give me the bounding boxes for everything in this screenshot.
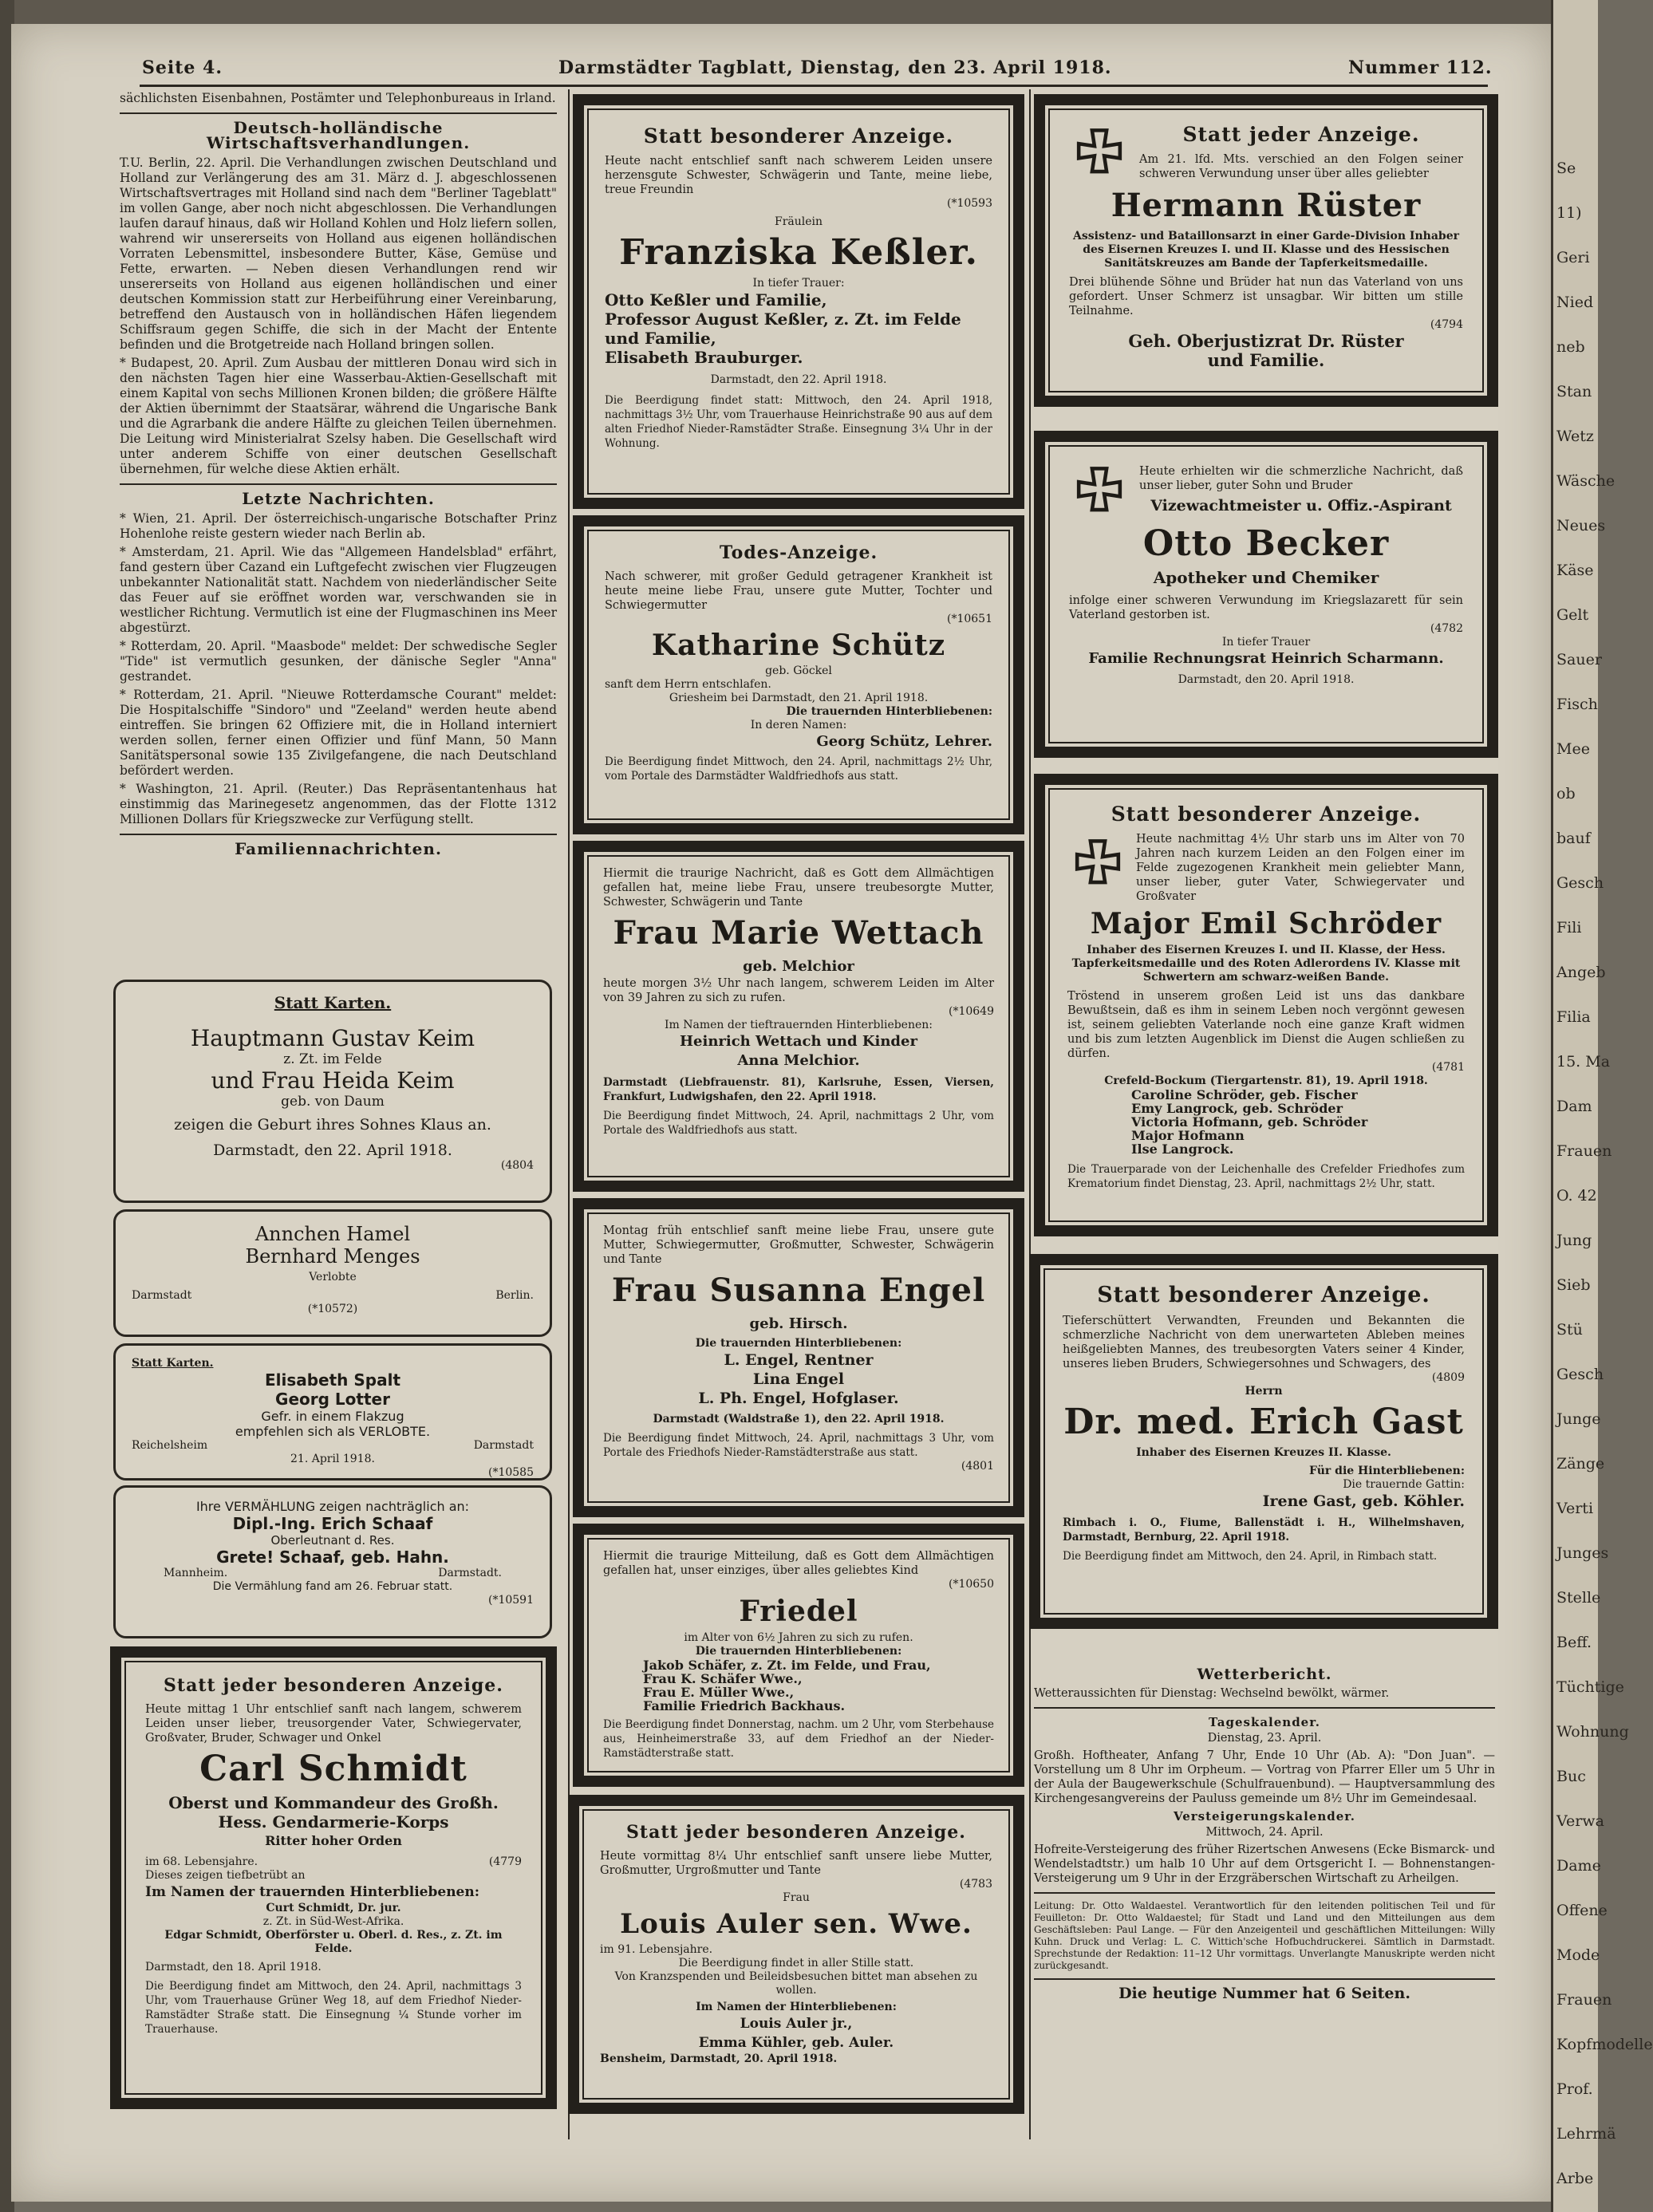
adjacent-page-fragment: Verti [1556,1500,1594,1517]
ad-code: (*10651 [947,613,992,625]
adjacent-page-fragment: Arbe [1556,2170,1594,2187]
adjacent-page-fragment: Filia [1556,1008,1591,1026]
notice-text: im 68. Lebensjahre. [145,1855,258,1868]
notice-name: Dipl.-Ing. Erich Schaaf [232,1514,433,1533]
adjacent-page-strip [1551,0,1653,2212]
notice-subtitle: Die trauernden Hinterbliebenen: [695,1337,902,1350]
imprint: Leitung: Dr. Otto Waldaestel. Verantwortlich für den leitenden politischen Teil und für Feuilleton: Dr. Otto Waldaestel; für Stadt und Land und den Mitteilungen aus dem Geschäftsleben: Paul Lange. — Für den Anzeigenteil und geschäftlichen Mitteilungen: Willy Kuhn. Druck und Verlag: L. C. Wittich'sche Hofbuchdruckerei. Sämtlich in Darmstadt. Sprechstunde der Redaktion: 11–12 Uhr vormittags. Unverlangte Manuskripte werden nicht zurückgesandt. [1034,1900,1495,1971]
adjacent-page-fragment: Neues [1556,517,1606,534]
ad-code: (4804 [500,1159,534,1172]
notice-text: Drei blühende Söhne und Brüder hat nun das Vaterland von uns gefordert. Unser Schmerz ist unsagbar. Wir bitten um stille Teilnahme. [1069,276,1463,317]
news-column [120,91,557,862]
notice-subtitle: Im Namen der trauernden Hinterbliebenen: [145,1884,480,1900]
place-right: Darmstadt. [438,1567,502,1579]
notice-date: Darmstadt (Waldstraße 1), den 22. April 1918. [653,1413,945,1425]
adjacent-page-fragment: Junge [1556,1410,1601,1428]
obituary-otto-becker [1034,431,1498,758]
adjacent-page-fragment: Lehrmä [1556,2125,1616,2143]
notice-text: geb. von Daum [281,1094,385,1110]
news-item: * Amsterdam, 21. April. Wie das "Allgemeen Handelsblad" erfährt, fand gestern über Cazand ein Luftgefecht zwischen vier Flugzeugen unbekannter Nationalität statt. Nachdem von niederländischer Seite das Feuer auf sie eröffnet worden war, verschwanden sie in westlicher Richtung. Vermutlich ist eine der Flugmaschinen ins Meer abgestürzt. [120,545,557,635]
notice-subtitle: Für die Hinterbliebenen: [1309,1465,1465,1477]
notice-text: Herrn [1245,1385,1283,1398]
ad-code: (4794 [1430,318,1463,331]
obituary-erich-gast [1029,1254,1498,1629]
mourner-name: Ilse Langrock. [1131,1141,1234,1157]
notice-name: Bernhard Menges [245,1245,420,1268]
mourner-name: L. Ph. Engel, Hofglaser. [698,1390,899,1407]
notice-name: Hauptmann Gustav Keim [190,1025,475,1051]
ad-code: (*10593 [947,197,992,210]
notice-text: geb. Göckel [765,664,832,677]
obituary-louis-auler [568,1795,1024,2114]
deceased-name: Friedel [739,1595,858,1628]
obituary-friedel [573,1524,1024,1787]
adjacent-page-fragment: neb [1556,338,1585,356]
mourner-name: Georg Schütz, Lehrer. [816,733,992,750]
section-heading: Letzte Nachrichten. [242,489,435,508]
adjacent-page-fragment: Gesch [1556,1366,1604,1383]
notice-date: Darmstadt (Liebfrauenstr. 81), Karlsruhe, Essen, Viersen, Frankfurt, Ludwigshafen, den 22. April 1918. [603,1076,994,1103]
adjacent-page-fragment: Buc [1556,1768,1586,1785]
deceased-name: Carl Schmidt [199,1749,467,1789]
notice-text: Fräulein [774,215,823,228]
deceased-name: Louis Auler sen. Wwe. [620,1908,972,1940]
place-right: Berlin. [495,1289,534,1302]
marriage-announcement [113,1485,552,1638]
notice-date: Bensheim, Darmstadt, 20. April 1918. [600,2052,838,2065]
obituary-susanna-engel [573,1198,1024,1517]
ad-code: (*10585 [488,1466,534,1479]
deceased-name: Katharine Schütz [651,629,946,662]
divider [120,483,557,485]
notice-text: infolge einer schweren Verwundung im Kriegslazarett für sein Vaterland gestorben ist. [1069,594,1463,621]
notice-date: Darmstadt, den 22. April 1918. [710,373,887,386]
obituary-marie-wettach [573,841,1024,1192]
mourner-name: Jakob Schäfer, z. Zt. im Felde, und Frau, [643,1658,931,1673]
notice-subtitle: Apotheker und Chemiker [1153,568,1379,587]
section-heading: Familiennachrichten. [235,839,442,858]
adjacent-page-fragment: Wetz [1556,428,1594,445]
notice-date: Darmstadt, den 22. April 1918. [213,1141,452,1159]
mourner-name: z. Zt. in Süd-West-Afrika. [262,1915,404,1928]
calendar-date: Mittwoch, 24. April. [1205,1826,1324,1839]
adjacent-page-fragment: Beff. [1556,1634,1592,1651]
place-left: Darmstadt [132,1289,192,1302]
adjacent-page-fragment: Frauen [1556,1142,1612,1160]
adjacent-page-fragment: 11) [1556,204,1582,222]
mourner-name: L. Engel, Rentner [724,1351,874,1369]
adjacent-page-fragment: Junges [1556,1544,1609,1562]
notice-date: Crefeld-Bockum (Tiergartenstr. 81), 19. April 1918. [1104,1074,1428,1087]
notice-text: Die Beerdigung findet Mittwoch, 24. April, nachmittags 3 Uhr, vom Portale des Friedhofs Nieder-Ramstädterstraße aus statt. [603,1432,994,1459]
adjacent-page-fragment: Stelle [1556,1589,1601,1607]
place-left: Reichelsheim [132,1439,208,1452]
section-heading: Wetterbericht. [1197,1666,1332,1683]
adjacent-page-fragment: Angeb [1556,964,1606,981]
notice-text: Ihre VERMÄHLUNG zeigen nachträglich an: [195,1499,470,1514]
ad-code: (*10650 [949,1578,994,1591]
notice-subtitle: Vizewachtmeister u. Offiz.-Aspirant [1150,497,1452,515]
birth-announcement [113,980,552,1203]
deceased-name: Franziska Keßler. [619,232,978,273]
notice-title: Todes-Anzeige. [719,542,878,563]
adjacent-page-fragment: Offene [1556,1902,1608,1919]
notice-text: Frau [783,1891,810,1904]
notice-text: Heute mittag 1 Uhr entschlief sanft nach langem, schwerem Leiden unser lieber, treusorgender Vater, Schwiegervater, Großvater, Bruder, Schwager und Onkel [145,1703,522,1745]
deceased-name: Dr. med. Erich Gast [1063,1402,1464,1442]
mourner-name: Elisabeth Brauburger. [605,348,803,367]
notice-text: Heute nacht entschlief sanft nach schwerem Leiden unsere herzensgute Schwester, Schwägerin und Tante, meine liebe, treue Freundin [605,155,992,196]
obituary-katharine-schuetz [573,515,1024,834]
deceased-name: Otto Becker [1142,523,1390,564]
adjacent-page-fragment: Prof. [1556,2080,1593,2098]
mourner-name: Geh. Oberjustizrat Dr. Rüster [1128,331,1404,351]
section-heading: Tageskalender. [1209,1715,1320,1729]
notice-date: Griesheim bei Darmstadt, den 21. April 1918. [669,692,929,704]
notice-subtitle: Im Namen der Hinterbliebenen: [696,2001,897,2013]
mourner-name: Professor August Keßler, z. Zt. im Felde [605,310,961,329]
place-left: Mannheim. [164,1567,228,1579]
adjacent-page-fragment: Frauen [1556,1991,1612,2009]
weather-and-calendar [1034,1661,1495,2004]
notice-text: Die Vermählung fand am 26. Februar statt. [212,1580,453,1593]
mourner-name: Frau E. Müller Wwe., [643,1685,795,1700]
notice-title: Statt jeder besonderen Anzeige. [164,1675,503,1696]
notice-subtitle: geb. Melchior [743,958,854,975]
obituary-carl-schmidt [110,1646,557,2109]
notice-subtitle: Die trauernden Hinterbliebenen: [695,1645,902,1658]
column-divider [1029,89,1031,2139]
adjacent-page-fragment: Kopfmodelle [1556,2036,1653,2053]
mourner-name: Heinrich Wettach und Kinder [680,1033,917,1050]
adjacent-page-fragment: 15. Ma [1556,1053,1611,1071]
notice-text: z. Zt. im Felde [283,1051,382,1067]
issue-page-count: Die heutige Nummer hat 6 Seiten. [1118,1985,1410,2002]
ad-code: (*10649 [949,1005,994,1018]
mourner-name: und Familie. [1207,350,1325,370]
notice-text: sanft dem Herrn entschlafen. [605,678,771,691]
notice-date: 21. April 1918. [290,1453,375,1465]
notice-subtitle: Ritter hoher Orden [265,1833,402,1848]
mourner-name: Familie Friedrich Backhaus. [643,1698,846,1713]
calendar-entries: Hofreite-Versteigerung des früher Rizertschen Anwesens (Ecke Bismarck- und Wendelstadtstr.) um halb 10 Uhr auf dem Ortsgericht I. — Bohnenstangen-Versteigerung um 9 Uhr in der Erzgräberschen Wirtschaft zu Arheilgen. [1034,1843,1495,1885]
calendar-date: Dienstag, 23. April. [1207,1732,1322,1745]
divider [120,834,557,835]
adjacent-page-fragment: Wäsche [1556,472,1616,490]
notice-text: Tieferschüttert Verwandten, Freunden und Bekannten die schmerzliche Nachricht von dem unerwarteten Ableben meines heißgeliebten Mannes, des treubesorgten Vaters seiner 4 Kinder, unseres lieben Bruders, Schwiegersohnes und Schwagers, des [1063,1315,1465,1370]
adjacent-page-fragment: Dame [1556,1857,1601,1875]
deceased-name: Frau Marie Wettach [613,914,984,952]
ad-code: (4779 [488,1855,522,1868]
ad-code: (4782 [1430,622,1463,635]
adjacent-page-fragment: Jung [1556,1232,1592,1249]
adjacent-page-fragment: Se [1556,160,1576,177]
adjacent-page-fragment: Tüchtige [1556,1678,1624,1696]
article-heading: Deutsch-holländische Wirtschaftsverhandlungen. [206,118,471,152]
notice-text: heute morgen 3½ Uhr nach langem, schwerem Leiden im Alter von 39 Jahren zu sich zu rufen. [603,977,994,1004]
notice-text: zeigen die Geburt ihres Sohnes Klaus an. [174,1116,491,1134]
mourner-name: Lina Engel [752,1370,845,1388]
notice-text: Verlobte [309,1271,357,1283]
news-item: * Wien, 21. April. Der österreichisch-ungarische Botschafter Prinz Hohenlohe reiste gestern wieder nach Berlin ab. [120,511,557,541]
notice-title: Statt besonderer Anzeige. [1097,1283,1430,1307]
mourner-name: Familie Rechnungsrat Heinrich Scharmann. [1088,650,1444,667]
section-heading: Versteigerungskalender. [1173,1809,1356,1824]
notice-text: Heute erhielten wir die schmerzliche Nachricht, daß unser lieber, guter Sohn und Bruder [1139,465,1463,492]
mourner-name: Curt Schmidt, Dr. jur. [266,1902,401,1914]
mourner-name: Frau K. Schäfer Wwe., [643,1671,803,1686]
divider [120,112,557,114]
obituary-emil-schroeder [1034,774,1498,1236]
notice-text: Die Beerdigung findet Mittwoch, den 24. April, nachmittags 2½ Uhr, vom Portale des Darmstädter Waldfriedhofs aus statt. [605,755,992,783]
mourner-name: Victoria Hofmann, geb. Schröder [1131,1114,1368,1130]
notice-text: Am 21. lfd. Mts. verschied an den Folgen seiner schweren Verwundung unser über alles geliebter [1139,153,1463,180]
adjacent-page-fragment: Verwa [1556,1812,1604,1830]
notice-text: empfehlen sich als VERLOBTE. [235,1424,431,1439]
notice-text: im 91. Lebensjahre. [600,1943,713,1956]
adjacent-page-fragment: bauf [1556,830,1591,847]
engagement-announcement [113,1343,552,1481]
weather-forecast: Wetteraussichten für Dienstag: Wechselnd bewölkt, wärmer. [1034,1687,1390,1700]
notice-title: Statt Karten. [132,1357,214,1370]
notice-name: Georg Lotter [275,1390,390,1409]
notice-text: Gefr. in einem Flakzug [261,1409,404,1424]
notice-subtitle: Oberst und Kommandeur des Großh. Hess. Gendarmerie-Korps [168,1793,499,1832]
notice-subtitle: Inhaber des Eisernen Kreuzes I. und II. Klasse, der Hess. Tapferkeitsmedaille und des Roten Adlerordens IV. Klasse mit Schwertern am schwarz-weißen Bande. [1071,944,1461,984]
notice-date: Darmstadt, den 20. April 1918. [1178,673,1355,686]
ad-code: (4783 [959,1878,992,1891]
adjacent-page-fragment: Nied [1556,294,1594,311]
notice-subtitle: Die trauernden Hinterbliebenen: [786,705,992,718]
mourner-name: Otto Keßler und Familie, [605,290,827,310]
calendar-entries: Großh. Hoftheater, Anfang 7 Uhr, Ende 10 Uhr (Ab. A): "Don Juan". — Vorstellung um 8 Uhr im Orpheum. — Vortrag von Pfarrer Eller um 5 Uhr in der Aula der Baugewerkschule (Schulfrauenbund). — Hauptversammlung des Kirchengesangvereins der Pauluss gemeinde um 8½ Uhr im Gemeindesaal. [1034,1749,1495,1805]
masthead-date: Darmstädter Tagblatt, Dienstag, den 23. April 1918. [558,57,1112,78]
mourner-name: und Familie, [605,329,716,348]
news-item: * Washington, 21. April. (Reuter.) Das Repräsentantenhaus hat einstimmig das Marinegesetz angenommen, das der Flotte 1312 Millionen Dollars für Kriegszwecke zur Verfügung stellt. [120,782,557,826]
notice-title: Statt jeder besonderen Anzeige. [626,1822,966,1843]
notice-text: Die Trauerparade von der Leichenhalle des Crefelder Friedhofes zum Krematorium findet Dienstag, 23. April, nachmittags 2½ Uhr, statt. [1067,1163,1465,1190]
notice-text: Hiermit die traurige Nachricht, daß es Gott dem Allmächtigen gefallen hat, meine liebe Frau, unsere treubesorgte Mutter, Schwester, Schwägerin und Tante [603,867,994,909]
article-fragment: sächlichsten Eisenbahnen, Postämter und Telephonbureaus in Irland. [120,91,556,105]
deceased-name: Hermann Rüster [1111,187,1422,224]
notice-text: In tiefer Trauer: [752,277,845,290]
adjacent-page-fragment: Dam [1556,1098,1592,1115]
notice-text: Heute nachmittag 4½ Uhr starb uns im Alter von 70 Jahren nach kurzem Leiden an den Folgen einer im Felde zugezogenen Krankheit mein geliebter Mann, unser lieber, guter Vater, Schwiegervater und Großvater [1136,833,1465,903]
notice-date: Rimbach i. O., Fiume, Ballenstädt i. H., Wilhelmshaven, Darmstadt, Bernburg, 22. April 1918. [1063,1516,1465,1544]
notice-text: Die trauernde Gattin: [1343,1478,1465,1491]
place-right: Darmstadt [473,1439,534,1452]
notice-text: Die Beerdigung findet statt: Mittwoch, den 24. April 1918, nachmittags 3½ Uhr, vom Trauerhause Heinrichstraße 90 aus auf dem alten Friedhof Nieder-Ramstädter Straße. Einsegnung 3¼ Uhr in der Wohnung. [605,394,992,450]
notice-text: Nach schwerer, mit großer Geduld getragener Krankheit ist heute meine liebe Frau, unsere gute Mutter, Tochter und Schwiegermutter [605,570,992,612]
article-text: * Budapest, 20. April. Zum Ausbau der mittleren Donau wird sich in den nächsten Tagen hier eine Wasserbau-Aktien-Gesellschaft mit einem Kapital von sechs Millionen Kronen bilden; die größere Hälfte der Aktien übernimmt der Staatsärar, während die Ungarische Bank und die Agrarbank die andere Hälfte zu gleichen Teilen übernehmen. Die Leitung wird Ministerialrat Szelsy haben. Die Gesellschaft wird unter anderem Schiffe von einer deutschen Gesellschaft übernehmen, für welche diese Aktien erhält. [120,356,557,476]
ad-code: (4781 [1431,1061,1465,1074]
deceased-name: Frau Susanna Engel [611,1272,986,1309]
adjacent-page-fragment: Fili [1556,919,1582,936]
adjacent-page-fragment: Mee [1556,740,1590,758]
adjacent-page-fragment: Sauer [1556,651,1602,668]
notice-title: Statt jeder Anzeige. [1182,123,1420,146]
adjacent-page-fragment: Sieb [1556,1276,1591,1294]
iron-cross-icon [1069,121,1130,182]
notice-name: Annchen Hamel [254,1223,411,1245]
notice-text: Heute vormittag 8¼ Uhr entschlief sanft unsere liebe Mutter, Großmutter, Urgroßmutter und Tante [600,1850,992,1877]
notice-text: In deren Namen: [750,719,847,731]
adjacent-page-fragment: Mode [1556,1946,1600,1964]
obituary-franziska-kessler [573,94,1024,509]
adjacent-page-fragment: Gelt [1556,606,1589,624]
adjacent-page-fragment: Gesch [1556,874,1604,892]
notice-text: Die Beerdigung findet Donnerstag, nachm. um 2 Uhr, vom Sterbehause aus, Heinheimerstraße 33, auf dem Friedhof an der Nieder-Ramstädterstraße statt. [603,1718,994,1760]
iron-cross-icon [1069,459,1130,520]
notice-title: Statt besonderer Anzeige. [1111,802,1422,826]
adjacent-page-fragment: Fisch [1556,696,1598,713]
notice-text: In tiefer Trauer [1221,636,1311,649]
scan-edge [0,0,1596,24]
notice-subtitle: Inhaber des Eisernen Kreuzes II. Klasse. [1136,1446,1391,1459]
notice-name: und Frau Heida Keim [211,1067,455,1094]
adjacent-page-fragment: Zänge [1556,1455,1605,1473]
ad-code: (4809 [1431,1371,1465,1384]
notice-text: Hiermit die traurige Mitteilung, daß es Gott dem Allmächtigen gefallen hat, unser einziges, über alles geliebtes Kind [603,1550,994,1577]
notice-text: Die Beerdigung findet am Mittwoch, den 24. April, nachmittags 3 Uhr, vom Trauerhause Grüner Weg 18, auf dem Friedhof Nieder-Ramstädter Straße statt. Die Einsegnung ¼ Stunde vorher im Trauerhause. [145,1980,522,2036]
notice-text: Im Namen der tieftrauernden Hinterbliebenen: [664,1019,933,1031]
adjacent-page-fragment: Stü [1556,1321,1583,1339]
notice-subtitle: geb. Hirsch. [749,1315,848,1332]
adjacent-page-fragment: ob [1556,785,1576,802]
notice-text: Dieses zeigen tiefbetrübt an [145,1869,306,1882]
ad-code: (*10572) [307,1303,358,1315]
mourner-name: Major Hofmann [1131,1128,1245,1143]
notice-name: Elisabeth Spalt [264,1370,401,1390]
mourner-name: Louis Auler jr., [740,2016,853,2032]
notice-text: Von Kranzspenden und Beileidsbesuchen bittet man absehen zu wollen. [614,1970,978,1997]
notice-text: Oberleutnant d. Res. [270,1533,395,1548]
adjacent-page-fragment: Stan [1556,383,1592,400]
issue-number: Nummer 112. [1348,57,1493,78]
notice-date: Darmstadt, den 18. April 1918. [145,1961,322,1973]
adjacent-page-fragment: Wohnung [1556,1723,1629,1741]
notice-name: Grete! Schaaf, geb. Hahn. [216,1548,449,1567]
adjacent-page-fragment: Geri [1556,249,1590,266]
mourner-name: Anna Melchior. [737,1052,860,1069]
mourner-name: Emy Langrock, geb. Schröder [1131,1101,1343,1116]
mourner-name: Edgar Schmidt, Oberförster u. Oberl. d. Res., z. Zt. im Felde. [164,1929,503,1955]
news-item: * Rotterdam, 21. April. "Nieuwe Rotterdamsche Courant" meldet: Die Hospitalschiffe "Sindoro" und "Zeeland" werden heute abend eintreffen. Sie bringen 62 Offiziere mit, die in Holland interniert werden sollen, ferner einen Offizier und fünf Mann, 50 Mann Sanitätspersonal sowie 135 Zivilgefangene, die nach Deutschland befördert werden. [120,688,557,778]
notice-title: Statt besonderer Anzeige. [643,124,954,148]
iron-cross-icon [1067,832,1128,893]
engagement-announcement [113,1209,552,1337]
mourner-name: Irene Gast, geb. Köhler. [1262,1492,1465,1510]
ad-code: (4801 [961,1460,994,1473]
mourner-name: Caroline Schröder, geb. Fischer [1131,1087,1358,1102]
notice-text: Die Beerdigung findet Mittwoch, 24. April, nachmittags 2 Uhr, vom Portale des Waldfriedhofs aus statt. [603,1110,994,1137]
obituary-hermann-ruester [1034,94,1498,407]
deceased-name: Major Emil Schröder [1090,907,1442,940]
notice-text: Die Beerdigung findet am Mittwoch, den 24. April, in Rimbach statt. [1063,1550,1438,1563]
notice-text: Montag früh entschlief sanft meine liebe Frau, unsere gute Mutter, Schwiegermutter, Großmutter, Schwester, Schwägerin und Tante [603,1224,994,1266]
notice-text: Die Beerdigung findet in aller Stille statt. [678,1957,914,1970]
notice-text: im Alter von 6½ Jahren zu sich zu rufen. [684,1631,913,1644]
mourner-name: Emma Kühler, geb. Auler. [698,2035,894,2051]
notice-text: Tröstend in unserem großen Leid ist uns das dankbare Bewußtsein, daß es ihm in seinem Leben noch vergönnt gewesen ist, seinem geliebten Vaterlande noch eine ganze Kraft widmen und bis zum letzten Augenblick im Dienst die Augen schließen zu dürfen. [1067,990,1465,1060]
ad-code: (*10591 [488,1594,534,1607]
notice-subtitle: Assistenz- und Bataillonsarzt in einer Garde-Division Inhaber des Eisernen Kreuzes I. und II. Klasse und des Hessischen Sanitätskreuzes am Bande der Tapferkeitsmedaille. [1073,230,1459,270]
adjacent-page-fragment: O. 42 [1556,1187,1597,1205]
page-number: Seite 4. [142,57,223,78]
notice-title: Statt Karten. [274,993,392,1012]
news-item: * Rotterdam, 20. April. "Maasbode" meldet: Der schwedische Segler "Tide" ist vermutlich gesunken, der dänische Segler "Anna" gestrandet. [120,639,557,684]
header-rule [140,85,1488,87]
article-text: T.U. Berlin, 22. April. Die Verhandlungen zwischen Deutschland und Holland zur Verlängerung des am 31. März d. J. abgeschlossenen Wirtschaftsvertrages mit Holland sind nach dem "Berliner Tageblatt" im vollen Gange, aber noch nicht abgeschlossen. Die Verhandlungen laufen darauf hinaus, daß wir Holland Kohlen und Holz liefern sollen, wahrend wir unsererseits von Holland aus eigenen holländischen Vorraten Lebensmittel, insbesondere Butter, Käse, Gemüse und Fette, erwarten. — Neben diesen Verhandlungen rend wir unsererseits von Holland aus eigenen holländischen und einer deutschen Kommission statt zur Herbeiführung einer Vereinbarung, betreffend den Austausch von in holländischen Häfen liegendem Schiffsraum gegen Schiffe, die sich in der Macht der Entente befinden und die Brotgetreide nach Holland bringen sollen. [120,156,557,352]
adjacent-page-fragment: Käse [1556,562,1594,579]
